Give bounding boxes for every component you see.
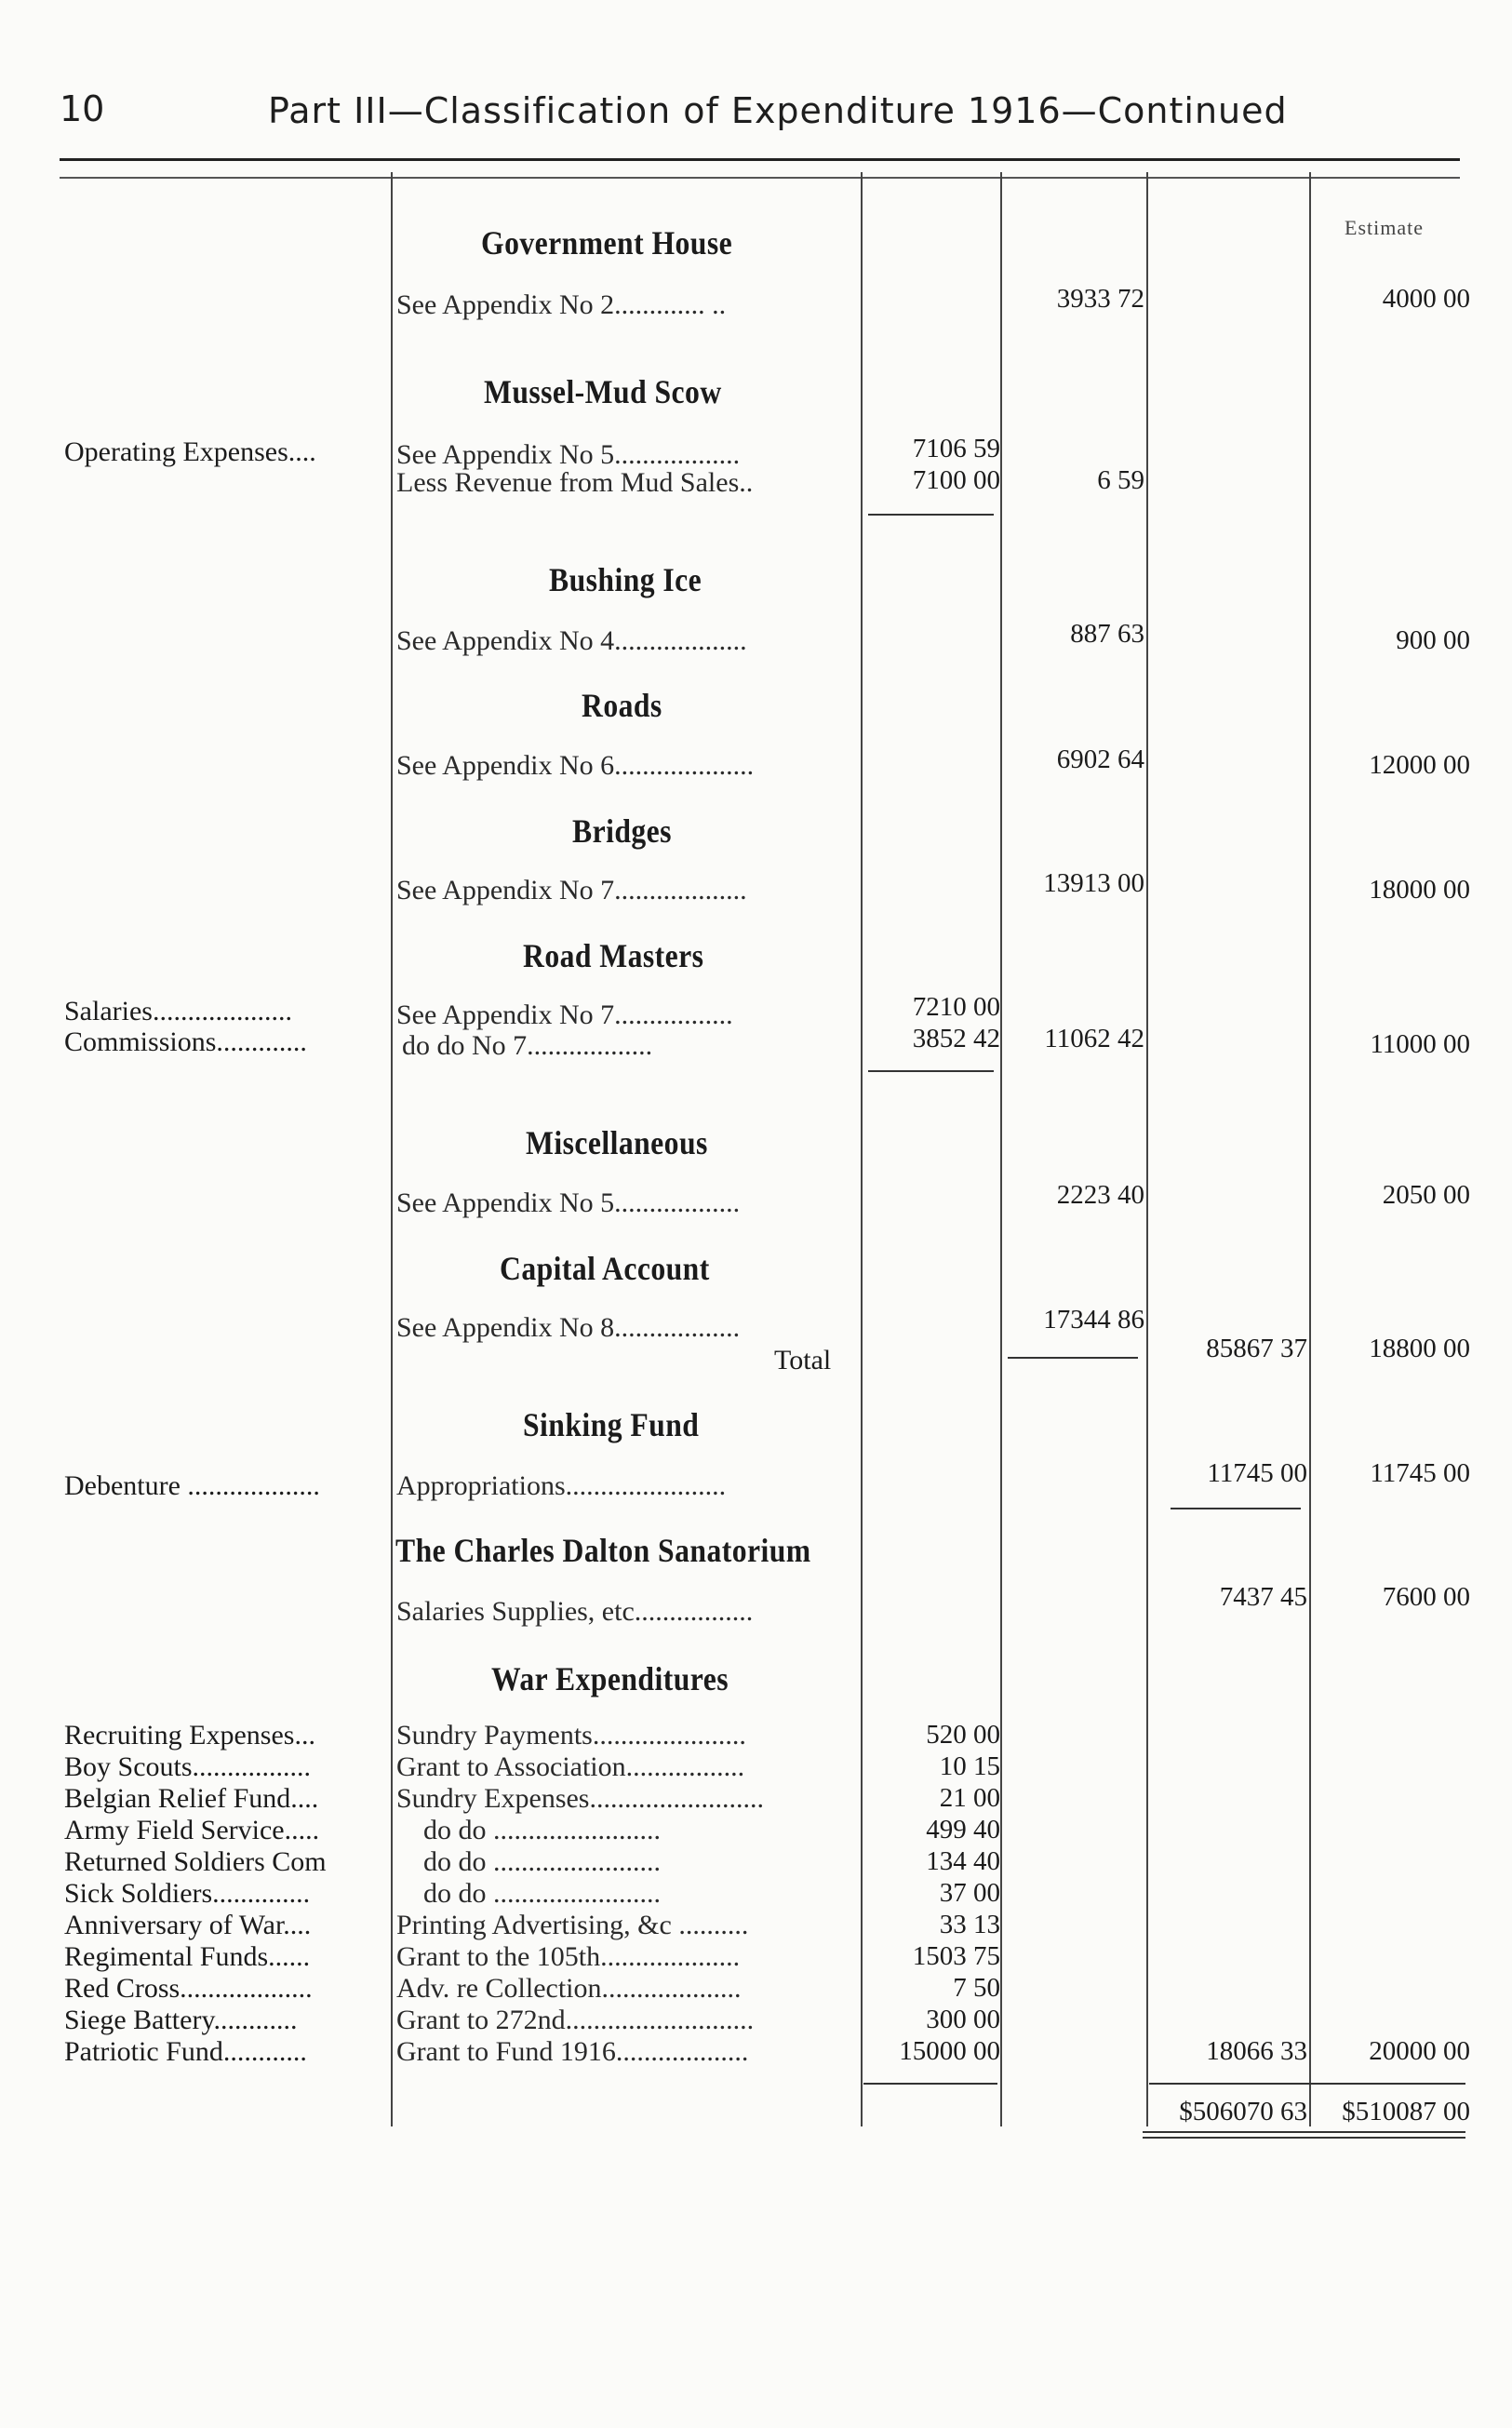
miscellaneous-line: See Appendix No 5.................. bbox=[396, 1187, 741, 1218]
miscellaneous-amount: 2223 40 bbox=[1056, 1180, 1144, 1210]
war-line-army-field: do do ........................ bbox=[423, 1815, 661, 1845]
mussel-mud-net: 6 59 bbox=[1097, 465, 1144, 495]
war-category-belgian-relief: Belgian Relief Fund.... bbox=[64, 1783, 319, 1814]
war-line-anniversary: Printing Advertising, &c .......... bbox=[396, 1910, 749, 1940]
war-category-anniversary: Anniversary of War.... bbox=[64, 1910, 312, 1940]
war-category-regimental: Regimental Funds...... bbox=[64, 1941, 311, 1972]
government-house-estimate: 4000 00 bbox=[1382, 284, 1470, 314]
war-amount-patriotic-fund: 15000 00 bbox=[899, 2036, 1000, 2066]
section-heading-sanatorium: The Charles Dalton Sanatorium bbox=[395, 1532, 811, 1569]
section-heading-war-expenditures: War Expenditures bbox=[491, 1660, 729, 1697]
war-amount-recruiting: 520 00 bbox=[926, 1720, 1000, 1750]
government-house-line: See Appendix No 2............. .. bbox=[396, 289, 727, 320]
war-category-siege-battery: Siege Battery............ bbox=[64, 2005, 298, 2035]
war-line-recruiting: Sundry Payments...................... bbox=[396, 1720, 746, 1751]
bridges-amount: 13913 00 bbox=[1043, 868, 1144, 898]
road-masters-subtotal-rule bbox=[868, 1070, 994, 1072]
war-category-returned-soldiers: Returned Soldiers Com bbox=[64, 1846, 327, 1877]
bridges-line: See Appendix No 7................... bbox=[396, 875, 747, 905]
header-rule-thin bbox=[60, 177, 1460, 179]
section-heading-roads: Roads bbox=[582, 687, 662, 724]
sanatorium-line: Salaries Supplies, etc................. bbox=[396, 1596, 754, 1627]
sanatorium-estimate: 7600 00 bbox=[1382, 1582, 1470, 1612]
mussel-mud-amount-1: 7106 59 bbox=[912, 434, 1000, 463]
capital-account-line: See Appendix No 8.................. bbox=[396, 1312, 741, 1343]
road-masters-total: 11062 42 bbox=[1044, 1024, 1144, 1053]
war-category-red-cross: Red Cross................... bbox=[64, 1973, 313, 2004]
road-masters-amount-2: 3852 42 bbox=[912, 1024, 1000, 1053]
war-subtotal-rule bbox=[863, 2083, 997, 2085]
capital-account-total: 85867 37 bbox=[1206, 1334, 1307, 1363]
bushing-ice-estimate: 900 00 bbox=[1396, 625, 1470, 655]
mussel-mud-line-1: See Appendix No 5.................. bbox=[396, 439, 741, 470]
road-masters-amount-1: 7210 00 bbox=[912, 992, 1000, 1022]
capital-account-total-label: Total bbox=[774, 1345, 832, 1375]
section-heading-miscellaneous: Miscellaneous bbox=[526, 1124, 708, 1161]
mussel-mud-amount-2: 7100 00 bbox=[912, 465, 1000, 495]
sinking-fund-category: Debenture ................... bbox=[64, 1470, 320, 1501]
war-amount-belgian-relief: 21 00 bbox=[939, 1783, 1000, 1813]
miscellaneous-estimate: 2050 00 bbox=[1382, 1180, 1470, 1210]
sinking-fund-amount: 11745 00 bbox=[1207, 1458, 1307, 1488]
grand-total-actual: $506070 63 bbox=[1179, 2097, 1307, 2126]
bridges-estimate: 18000 00 bbox=[1369, 875, 1470, 905]
war-line-regimental: Grant to the 105th.................... bbox=[396, 1941, 741, 1972]
road-masters-estimate: 11000 00 bbox=[1370, 1029, 1470, 1059]
war-total: 18066 33 bbox=[1206, 2036, 1307, 2066]
column-divider-4 bbox=[1146, 172, 1148, 2126]
section-heading-mussel-mud-scow: Mussel-Mud Scow bbox=[484, 373, 722, 410]
section-heading-capital-account: Capital Account bbox=[500, 1250, 710, 1287]
mussel-mud-line-2: Less Revenue from Mud Sales.. bbox=[396, 467, 754, 498]
capital-account-amount: 17344 86 bbox=[1043, 1305, 1144, 1335]
roads-estimate: 12000 00 bbox=[1369, 750, 1470, 780]
war-line-red-cross: Adv. re Collection.................... bbox=[396, 1973, 742, 2004]
bushing-ice-amount: 887 63 bbox=[1070, 619, 1144, 649]
grand-total-double-rule bbox=[1143, 2131, 1465, 2139]
mussel-mud-subtotal-rule bbox=[868, 514, 994, 516]
sinking-fund-estimate: 11745 00 bbox=[1370, 1458, 1470, 1488]
war-category-sick-soldiers: Sick Soldiers.............. bbox=[64, 1878, 311, 1909]
war-line-patriotic-fund: Grant to Fund 1916................... bbox=[396, 2036, 749, 2067]
war-total-rule bbox=[1149, 2083, 1465, 2085]
header-rule bbox=[60, 158, 1460, 161]
section-heading-bushing-ice: Bushing Ice bbox=[549, 561, 702, 598]
capital-account-rule bbox=[1008, 1357, 1138, 1359]
war-category-patriotic-fund: Patriotic Fund............ bbox=[64, 2036, 307, 2067]
war-line-belgian-relief: Sundry Expenses......................... bbox=[396, 1783, 764, 1814]
war-line-sick-soldiers: do do ........................ bbox=[423, 1878, 661, 1909]
sanatorium-amount: 7437 45 bbox=[1219, 1582, 1307, 1612]
section-heading-bridges: Bridges bbox=[572, 812, 672, 850]
war-line-siege-battery: Grant to 272nd........................... bbox=[396, 2005, 755, 2035]
sinking-fund-rule bbox=[1171, 1508, 1301, 1509]
section-heading-sinking-fund: Sinking Fund bbox=[523, 1406, 700, 1443]
road-masters-line-1: See Appendix No 7................. bbox=[396, 999, 733, 1030]
page-number: 10 bbox=[60, 88, 105, 129]
war-amount-anniversary: 33 13 bbox=[939, 1910, 1000, 1939]
war-amount-boy-scouts: 10 15 bbox=[939, 1751, 1000, 1781]
capital-account-estimate: 18800 00 bbox=[1369, 1334, 1470, 1363]
war-estimate: 20000 00 bbox=[1369, 2036, 1470, 2066]
war-amount-red-cross: 7 50 bbox=[953, 1973, 1000, 2003]
column-divider-1 bbox=[391, 172, 393, 2126]
war-category-boy-scouts: Boy Scouts................. bbox=[64, 1751, 312, 1782]
column-divider-5 bbox=[1309, 172, 1311, 2126]
section-heading-government-house: Government House bbox=[481, 224, 733, 262]
war-line-returned-soldiers: do do ........................ bbox=[423, 1846, 661, 1877]
war-amount-returned-soldiers: 134 40 bbox=[926, 1846, 1000, 1876]
roads-line: See Appendix No 6.................... bbox=[396, 750, 755, 781]
war-amount-army-field: 499 40 bbox=[926, 1815, 1000, 1844]
estimate-column-label: Estimate bbox=[1345, 216, 1424, 239]
war-amount-regimental: 1503 75 bbox=[912, 1941, 1000, 1971]
road-masters-line-2: do do No 7.................. bbox=[402, 1030, 653, 1061]
column-divider-3 bbox=[1000, 172, 1002, 2126]
war-category-army-field: Army Field Service..... bbox=[64, 1815, 320, 1845]
war-amount-siege-battery: 300 00 bbox=[926, 2005, 1000, 2034]
government-house-amount: 3933 72 bbox=[1056, 284, 1144, 314]
war-category-recruiting: Recruiting Expenses... bbox=[64, 1720, 315, 1751]
road-masters-category-1: Salaries.................... bbox=[64, 996, 292, 1026]
bushing-ice-line: See Appendix No 4................... bbox=[396, 625, 747, 656]
road-masters-category-2: Commissions............. bbox=[64, 1026, 307, 1057]
page-title: Part III—Classification of Expenditure 1916—Continued bbox=[268, 90, 1288, 131]
section-heading-road-masters: Road Masters bbox=[523, 937, 704, 974]
grand-total-estimate: $510087 00 bbox=[1342, 2097, 1470, 2126]
war-amount-sick-soldiers: 37 00 bbox=[939, 1878, 1000, 1908]
mussel-mud-category: Operating Expenses.... bbox=[64, 436, 316, 467]
war-line-boy-scouts: Grant to Association................. bbox=[396, 1751, 745, 1782]
roads-amount: 6902 64 bbox=[1056, 744, 1144, 774]
sinking-fund-line: Appropriations....................... bbox=[396, 1470, 727, 1501]
